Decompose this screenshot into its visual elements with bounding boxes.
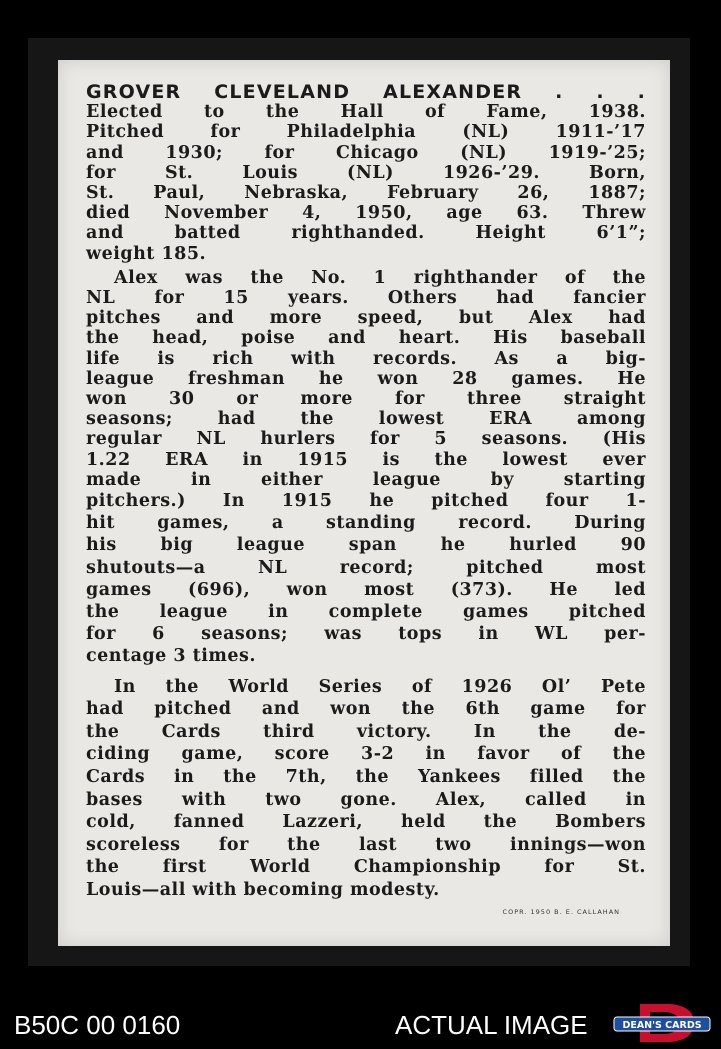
baseball-card-back <box>58 60 670 946</box>
logo-text: DEAN'S CARDS <box>622 1020 702 1031</box>
text-line: seasons; had the lowest ERA among <box>86 409 646 430</box>
text-line: centage 3 times. <box>86 646 256 667</box>
bio-line: St. Paul, Nebraska, February 26, 1887; <box>86 183 646 204</box>
text-line: had pitched and won the 6th game for <box>86 699 646 720</box>
text-line: ciding game, score 3-2 in favor of the <box>86 744 646 765</box>
text-line: In the World Series of 1926 Ol’ Pete <box>114 676 646 697</box>
text-line: Louis—all with becoming modesty. <box>86 880 440 901</box>
bio-line: Elected to the Hall of Fame, 1938. <box>86 102 646 123</box>
copyright-notice: COPR. 1950 B. E. CALLAHAN <box>502 908 620 916</box>
text-line: pitches and more speed, but Alex had <box>86 308 646 329</box>
text-line: cold, fanned Lazzeri, held the Bombers <box>86 812 646 833</box>
career-paragraph <box>86 268 646 668</box>
text-line: shutouts—a NL record; pitched most <box>86 557 646 578</box>
bio-line: Pitched for Philadelphia (NL) 1911-’17 <box>86 122 646 143</box>
text-line: life is rich with records. As a big- <box>86 348 646 369</box>
text-line: the head, poise and heart. His baseball <box>86 328 646 349</box>
bio-paragraph <box>86 82 646 264</box>
text-line: the first World Championship for St. <box>86 857 646 878</box>
text-line: league freshman he won 28 games. He <box>86 368 646 389</box>
bio-line: and batted righthanded. Height 6’1”; <box>86 223 646 244</box>
player-name: GROVER CLEVELAND ALEXANDER . . . <box>86 81 646 103</box>
inventory-code: B50C 00 0160 <box>14 1010 181 1040</box>
text-line: his big league span he hurled 90 <box>86 535 646 556</box>
text-line: scoreless for the last two innings—won <box>86 834 646 855</box>
bio-line: weight 185. <box>86 243 207 264</box>
text-line: the Cards third victory. In the de- <box>86 721 646 742</box>
text-line: pitchers.) In 1915 he pitched four 1- <box>86 491 646 512</box>
bio-line: died November 4, 1950, age 63. Threw <box>86 203 646 224</box>
bio-line: and 1930; for Chicago (NL) 1919-’25; <box>86 142 646 163</box>
text-line: regular NL hurlers for 5 seasons. (His <box>86 429 646 450</box>
text-line: won 30 or more for three straight <box>86 389 646 410</box>
world-series-paragraph <box>86 676 646 902</box>
text-line: Cards in the 7th, the Yankees filled the <box>86 767 646 788</box>
text-line: the league in complete games pitched <box>86 602 646 623</box>
text-line: made in either league by starting <box>86 469 646 490</box>
text-line: Alex was the No. 1 righthander of the <box>114 267 646 288</box>
deans-cards-logo <box>612 1002 712 1044</box>
text-line: bases with two gone. Alex, called in <box>86 789 646 810</box>
bio-line: for St. Louis (NL) 1926-’29. Born, <box>86 162 646 183</box>
text-line: games (696), won most (373). He led <box>86 579 646 600</box>
text-line: NL for 15 years. Others had fancier <box>86 288 646 309</box>
text-line: 1.22 ERA in 1915 is the lowest ever <box>86 449 646 470</box>
card-text <box>86 82 646 902</box>
text-line: for 6 seasons; was tops in WL per- <box>86 624 646 645</box>
actual-image-label: ACTUAL IMAGE <box>395 1010 588 1040</box>
text-line: hit games, a standing record. During <box>86 513 646 534</box>
